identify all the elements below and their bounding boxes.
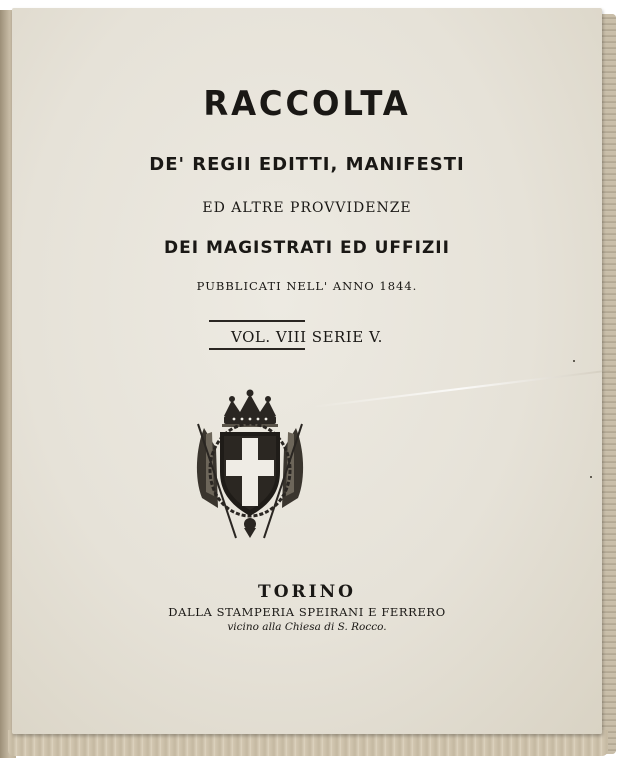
imprint-printer: DALLA STAMPERIA SPEIRANI E FERRERO bbox=[168, 605, 446, 619]
subtitle-provvidenze: ED ALTRE PROVVIDENZE bbox=[202, 200, 412, 216]
publication-year-line: PUBBLICATI NELL' ANNO 1844. bbox=[196, 279, 418, 293]
book-title: RACCOLTA bbox=[203, 84, 411, 124]
savoy-coat-of-arms-icon bbox=[188, 388, 312, 544]
subtitle-magistrati: DEI MAGISTRATI ED UFFIZII bbox=[164, 238, 450, 258]
volume-rule-bottom bbox=[209, 348, 305, 350]
volume-series: VOL. VIII SERIE V. bbox=[231, 328, 383, 346]
page-fold-crease bbox=[312, 369, 610, 408]
page-stack-right-edge bbox=[600, 14, 616, 754]
subtitle-editti: DE' REGII EDITTI, MANIFESTI bbox=[149, 154, 465, 175]
paper-speck bbox=[573, 360, 575, 362]
title-page bbox=[12, 8, 602, 734]
imprint-city: TORINO bbox=[258, 582, 356, 602]
volume-rule-top bbox=[209, 320, 305, 322]
imprint-address: vicino alla Chiesa di S. Rocco. bbox=[227, 621, 387, 633]
paper-speck bbox=[590, 476, 592, 478]
